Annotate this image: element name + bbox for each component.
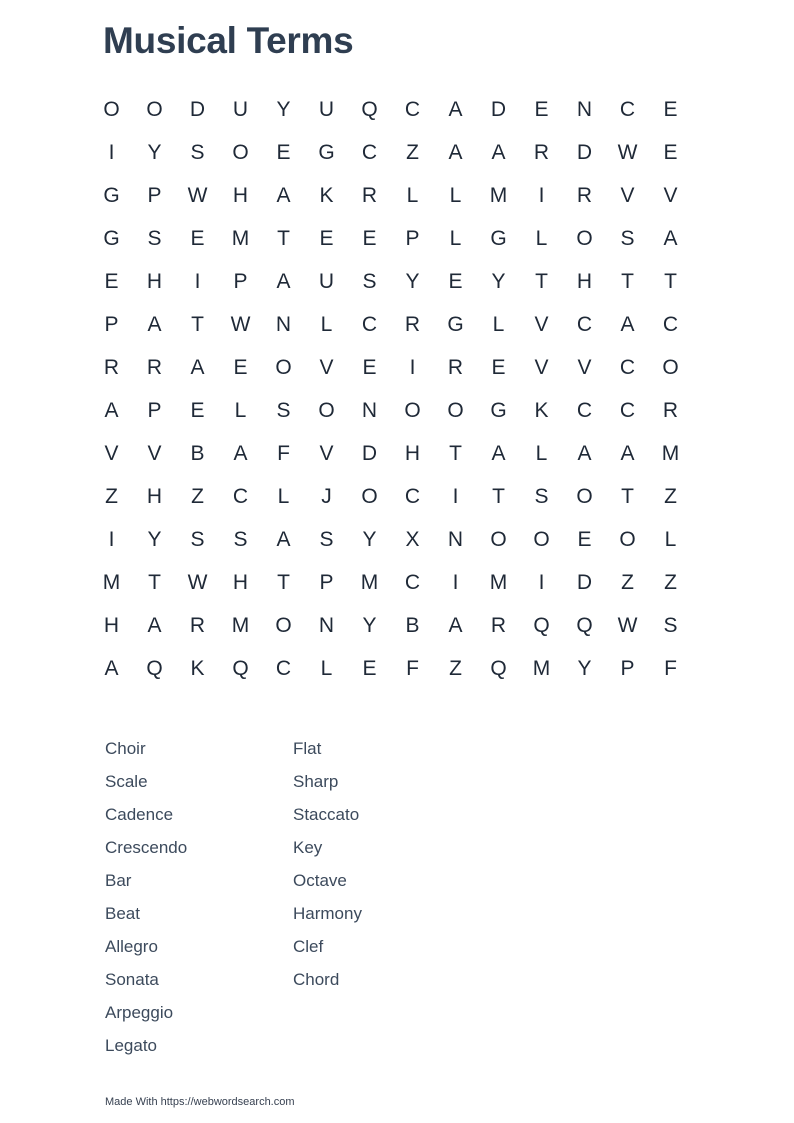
word-list-item: Scale	[105, 772, 148, 791]
word-list-item: Cadence	[105, 805, 174, 824]
word-list-item: Staccato	[293, 805, 360, 824]
grid-letter: A	[448, 97, 463, 121]
grid-letter: V	[319, 441, 334, 465]
word-list-item: Chord	[293, 970, 340, 989]
grid-letter: T	[191, 312, 204, 336]
grid-letter: O	[103, 97, 120, 121]
grid-letter: C	[361, 140, 378, 164]
grid-letter: C	[619, 97, 636, 121]
grid-letter: A	[620, 312, 635, 336]
grid-letter: O	[361, 484, 378, 508]
grid-letter: Y	[405, 269, 420, 293]
grid-letter: E	[663, 140, 678, 164]
grid-letter: O	[533, 527, 550, 551]
grid-letter: Z	[105, 484, 118, 508]
word-list-item: Legato	[105, 1036, 157, 1055]
word-list	[105, 737, 362, 1067]
grid-letter: N	[318, 613, 335, 637]
grid-letter: R	[533, 140, 550, 164]
word-list-item: Choir	[105, 739, 146, 758]
grid-letter: G	[447, 312, 464, 336]
grid-letter: R	[146, 355, 163, 379]
grid-letter: O	[576, 484, 593, 508]
grid-letter: H	[232, 183, 249, 207]
grid-letter: T	[449, 441, 462, 465]
grid-letter: O	[318, 398, 335, 422]
grid-letter: L	[492, 312, 505, 336]
grid-letter: M	[360, 570, 379, 594]
grid-letter: N	[361, 398, 378, 422]
grid-letter: A	[104, 656, 119, 680]
grid-letter: T	[664, 269, 677, 293]
grid-letter: M	[489, 183, 508, 207]
grid-letter: I	[194, 269, 201, 293]
grid-letter: Y	[362, 613, 377, 637]
grid-letter: Q	[576, 613, 593, 637]
word-list-item: Clef	[293, 937, 324, 956]
grid-letter: Z	[406, 140, 419, 164]
grid-letter: O	[232, 140, 249, 164]
grid-letter: C	[662, 312, 679, 336]
grid-letter: T	[277, 226, 290, 250]
grid-letter: Q	[232, 656, 249, 680]
grid-letter: Q	[361, 97, 378, 121]
grid-letter: K	[319, 183, 334, 207]
grid-letter: U	[318, 97, 335, 121]
grid-letter: Y	[491, 269, 506, 293]
word-list-item: Sonata	[105, 970, 159, 989]
grid-letter: I	[538, 183, 545, 207]
grid-letter: H	[103, 613, 120, 637]
grid-letter: A	[577, 441, 592, 465]
grid-letter: S	[663, 613, 678, 637]
grid-letter: T	[277, 570, 290, 594]
grid-letter: S	[276, 398, 291, 422]
grid-letter: W	[617, 140, 638, 164]
grid-letter: S	[147, 226, 162, 250]
grid-letter: E	[233, 355, 248, 379]
grid-letter: C	[404, 484, 421, 508]
grid-letter: P	[147, 398, 162, 422]
grid-letter: V	[577, 355, 592, 379]
grid-letter: C	[361, 312, 378, 336]
grid-letter: C	[576, 312, 593, 336]
grid-letter: N	[447, 527, 464, 551]
grid-letter: E	[319, 226, 334, 250]
grid-letter: C	[275, 656, 292, 680]
grid-letter: D	[189, 97, 206, 121]
grid-letter: L	[320, 312, 333, 336]
grid-letter: D	[361, 441, 378, 465]
grid-letter: P	[233, 269, 248, 293]
word-list-item: Sharp	[293, 772, 339, 791]
grid-letter: I	[108, 140, 115, 164]
grid-letter: K	[190, 656, 205, 680]
grid-letter: Y	[147, 527, 162, 551]
letter-grid	[90, 88, 692, 690]
grid-letter: J	[321, 484, 332, 508]
grid-letter: Z	[664, 570, 677, 594]
word-list-item: Key	[293, 838, 323, 857]
grid-letter: H	[146, 269, 163, 293]
grid-letter: L	[535, 441, 548, 465]
grid-letter: L	[664, 527, 677, 551]
word-list-item: Allegro	[105, 937, 158, 956]
grid-letter: V	[534, 312, 549, 336]
grid-letter: G	[490, 226, 507, 250]
grid-letter: L	[320, 656, 333, 680]
word-list-item: Arpeggio	[105, 1003, 174, 1022]
grid-letter: P	[319, 570, 334, 594]
grid-letter: Z	[621, 570, 634, 594]
grid-letter: A	[104, 398, 119, 422]
grid-letter: S	[190, 140, 205, 164]
grid-letter: I	[538, 570, 545, 594]
grid-letter: E	[362, 656, 377, 680]
grid-letter: Q	[490, 656, 507, 680]
grid-letter: B	[405, 613, 420, 637]
grid-letter: U	[232, 97, 249, 121]
grid-letter: T	[148, 570, 161, 594]
grid-letter: E	[190, 226, 205, 250]
grid-letter: Y	[362, 527, 377, 551]
grid-letter: S	[534, 484, 549, 508]
grid-letter: B	[190, 441, 205, 465]
grid-letter: I	[108, 527, 115, 551]
grid-letter: R	[447, 355, 464, 379]
grid-letter: R	[490, 613, 507, 637]
grid-letter: D	[576, 140, 593, 164]
grid-letter: R	[189, 613, 206, 637]
grid-letter: O	[146, 97, 163, 121]
grid-letter: R	[361, 183, 378, 207]
grid-letter: M	[532, 656, 551, 680]
grid-letter: Q	[533, 613, 550, 637]
grid-letter: G	[103, 183, 120, 207]
grid-letter: T	[621, 269, 634, 293]
grid-letter: V	[147, 441, 162, 465]
word-list-item: Flat	[293, 739, 322, 758]
grid-letter: A	[190, 355, 205, 379]
grid-letter: D	[576, 570, 593, 594]
grid-letter: A	[448, 140, 463, 164]
grid-letter: L	[449, 183, 462, 207]
grid-letter: A	[491, 140, 506, 164]
grid-letter: C	[576, 398, 593, 422]
grid-letter: Y	[276, 97, 291, 121]
grid-letter: V	[104, 441, 119, 465]
word-list-item: Bar	[105, 871, 132, 890]
grid-letter: A	[233, 441, 248, 465]
grid-letter: W	[230, 312, 251, 336]
grid-letter: T	[492, 484, 505, 508]
grid-letter: P	[104, 312, 119, 336]
grid-letter: A	[147, 613, 162, 637]
grid-letter: Z	[664, 484, 677, 508]
grid-letter: W	[617, 613, 638, 637]
grid-letter: A	[276, 527, 291, 551]
grid-letter: E	[577, 527, 592, 551]
grid-letter: S	[620, 226, 635, 250]
grid-letter: G	[318, 140, 335, 164]
grid-letter: L	[277, 484, 290, 508]
grid-letter: E	[534, 97, 549, 121]
grid-letter: S	[319, 527, 334, 551]
grid-letter: C	[404, 97, 421, 121]
grid-letter: O	[576, 226, 593, 250]
grid-letter: H	[404, 441, 421, 465]
grid-letter: A	[276, 269, 291, 293]
grid-letter: L	[449, 226, 462, 250]
grid-letter: H	[146, 484, 163, 508]
grid-letter: Z	[191, 484, 204, 508]
grid-letter: A	[491, 441, 506, 465]
grid-letter: V	[620, 183, 635, 207]
grid-letter: W	[187, 183, 208, 207]
grid-letter: R	[103, 355, 120, 379]
grid-letter: I	[409, 355, 416, 379]
grid-letter: Y	[577, 656, 592, 680]
grid-letter: R	[662, 398, 679, 422]
grid-letter: K	[534, 398, 549, 422]
grid-letter: E	[663, 97, 678, 121]
grid-letter: E	[448, 269, 463, 293]
grid-letter: F	[277, 441, 290, 465]
grid-letter: I	[452, 570, 459, 594]
grid-letter: C	[619, 398, 636, 422]
grid-letter: V	[319, 355, 334, 379]
word-list-column-1	[105, 737, 293, 1067]
grid-letter: S	[362, 269, 377, 293]
grid-letter: Q	[146, 656, 163, 680]
grid-letter: E	[362, 355, 377, 379]
grid-letter: C	[619, 355, 636, 379]
grid-letter: T	[535, 269, 548, 293]
grid-letter: R	[404, 312, 421, 336]
grid-letter: I	[452, 484, 459, 508]
footer-credit: Made With https://webwordsearch.com	[105, 1096, 295, 1108]
grid-letter: A	[276, 183, 291, 207]
grid-letter: L	[234, 398, 247, 422]
grid-letter: M	[102, 570, 121, 594]
grid-letter: D	[490, 97, 507, 121]
grid-letter: G	[103, 226, 120, 250]
grid-letter: Z	[449, 656, 462, 680]
grid-letter: V	[534, 355, 549, 379]
grid-letter: E	[276, 140, 291, 164]
grid-letter: N	[275, 312, 292, 336]
word-list-item: Beat	[105, 904, 140, 923]
grid-letter: G	[490, 398, 507, 422]
grid-letter: A	[620, 441, 635, 465]
grid-letter: O	[275, 613, 292, 637]
grid-letter: P	[405, 226, 420, 250]
grid-letter: M	[661, 441, 680, 465]
grid-letter: A	[147, 312, 162, 336]
grid-letter: O	[275, 355, 292, 379]
grid-letter: U	[318, 269, 335, 293]
grid-letter: A	[663, 226, 678, 250]
grid-letter: M	[489, 570, 508, 594]
grid-letter: C	[232, 484, 249, 508]
grid-letter: L	[406, 183, 419, 207]
grid-letter: H	[576, 269, 593, 293]
grid-letter: T	[621, 484, 634, 508]
grid-letter: O	[490, 527, 507, 551]
grid-letter: E	[104, 269, 119, 293]
grid-letter: Y	[147, 140, 162, 164]
grid-letter: H	[232, 570, 249, 594]
grid-letter: S	[190, 527, 205, 551]
word-list-item: Harmony	[293, 904, 362, 923]
grid-letter: S	[233, 527, 248, 551]
grid-letter: F	[664, 656, 677, 680]
page-title: Musical Terms	[103, 20, 354, 61]
word-list-item: Crescendo	[105, 838, 188, 857]
grid-letter: C	[404, 570, 421, 594]
grid-letter: L	[535, 226, 548, 250]
grid-letter: M	[231, 613, 250, 637]
grid-letter: M	[231, 226, 250, 250]
grid-letter: E	[362, 226, 377, 250]
grid-letter: A	[448, 613, 463, 637]
grid-letter: V	[663, 183, 678, 207]
grid-letter: O	[662, 355, 679, 379]
grid-letter: E	[491, 355, 506, 379]
word-list-item: Octave	[293, 871, 347, 890]
grid-letter: O	[404, 398, 421, 422]
grid-letter: R	[576, 183, 593, 207]
grid-letter: X	[405, 527, 420, 551]
grid-letter: P	[620, 656, 635, 680]
word-list-column-2	[293, 737, 362, 1067]
grid-letter: N	[576, 97, 593, 121]
grid-letter: F	[406, 656, 419, 680]
grid-letter: O	[447, 398, 464, 422]
grid-letter: E	[190, 398, 205, 422]
grid-letter: P	[147, 183, 162, 207]
grid-letter: O	[619, 527, 636, 551]
grid-letter: W	[187, 570, 208, 594]
